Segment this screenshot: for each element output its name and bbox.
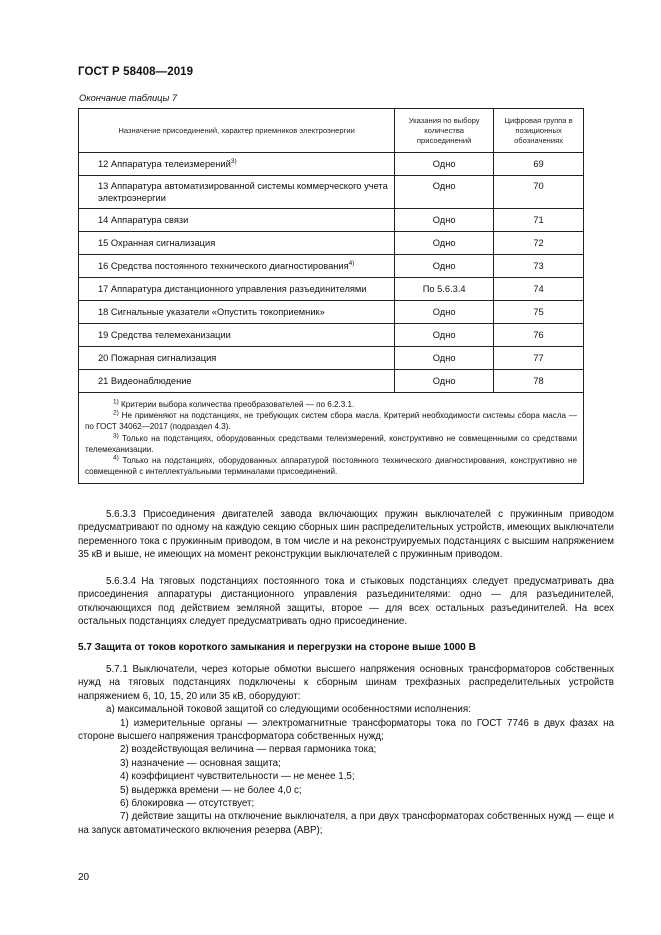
row-code: 69 — [494, 153, 584, 176]
table-header-row — [79, 109, 584, 153]
row-count: Одно — [395, 209, 494, 232]
row-code: 71 — [494, 209, 584, 232]
row-count: Одно — [395, 301, 494, 324]
table-row — [79, 370, 584, 393]
table-footnotes — [79, 393, 584, 484]
table-row — [79, 278, 584, 301]
footnote: $^{1)}$ Критерии выбора количества преобразователей — по 6.2.3.1. — [113, 398, 355, 409]
document-code: ГОСТ Р 58408—2019 — [78, 66, 194, 78]
row-code: 76 — [494, 324, 584, 347]
page-number: 20 — [78, 872, 90, 883]
list-item: 4) коэффициент чувствительности — не менее 1,5; — [120, 771, 355, 783]
footnote-ref: 3) — [230, 157, 237, 165]
list-item: 6) блокировка — отсутствует; — [120, 798, 255, 810]
footnote-ref: 4) — [348, 259, 355, 267]
paragraph: 5.7.1 Выключатели, через которые обмотки высшего напряжения основных трансформаторов собственных нужд на тяговых подстанциях подключены к сборным шинам трехфазных распределительных устройств напряжением 6, 10, 15, 20 или 35 кВ, оборудуют: — [78, 664, 614, 702]
row-count: Одно — [395, 176, 494, 209]
row-count: Одно — [395, 347, 494, 370]
row-name: 21 Видеонаблюдение — [79, 370, 395, 393]
table-notes-row — [79, 393, 584, 484]
list-item: 2) воздействующая величина — первая гармоника тока; — [120, 744, 377, 756]
row-code: 70 — [494, 176, 584, 209]
footnote: $^{2)}$ Не применяют на подстанциях, не требующих систем сбора масла. Критерий необходимости системы сбора масла — по ГОСТ 34062—2017 (подраздел 4.3). — [85, 409, 577, 432]
row-code: 74 — [494, 278, 584, 301]
row-count: Одно — [395, 153, 494, 176]
list-item: 3) назначение — основная защита; — [120, 757, 281, 769]
table-row — [79, 347, 584, 370]
row-count: Одно — [395, 232, 494, 255]
row-name: 17 Аппаратура дистанционного управления разъединителями — [79, 278, 395, 301]
row-name: 20 Пожарная сигнализация — [79, 347, 395, 370]
row-name: 15 Охранная сигнализация — [79, 232, 395, 255]
row-code: 75 — [494, 301, 584, 324]
table-row — [79, 209, 584, 232]
header-code: Цифровая группа в позиционных обозначениях — [494, 109, 584, 153]
table-row — [79, 153, 584, 176]
row-name: 16 Средства постоянного технического диагностирования$^{4)}$ — [79, 255, 395, 278]
row-name: 19 Средства телемеханизации — [79, 324, 395, 347]
row-name: 18 Сигнальные указатели «Опустить токоприемник» — [79, 301, 395, 324]
row-code: 73 — [494, 255, 584, 278]
header-count: Указания по выбору количества присоединений — [395, 109, 494, 153]
table-row — [79, 176, 584, 209]
row-count: По 5.6.3.4 — [395, 278, 494, 301]
table-caption: Окончание таблицы 7 — [79, 93, 178, 103]
row-name: 12 Аппаратура телеизмерений$^{3)}$ — [79, 153, 395, 176]
table-row — [79, 324, 584, 347]
table-row — [79, 255, 584, 278]
clause-5-6-3-4 — [78, 575, 614, 629]
list-item: 7) действие защиты на отключение выключателя, а при двух трансформаторах собственных нужд — еще и на запуск автоматического включения резерва (АВР); — [78, 811, 614, 836]
row-count: Одно — [395, 370, 494, 393]
row-name: 14 Аппаратура связи — [79, 209, 395, 232]
header-purpose: Назначение присоединений, характер приемников электроэнергии — [79, 109, 395, 153]
clause-5-6-3-3 — [78, 508, 614, 562]
row-name: 13 Аппаратура автоматизированной системы коммерческого учета электроэнергии — [79, 176, 395, 209]
footnote: $^{4)}$ Только на подстанциях, оборудованных аппаратурой постоянного технического диагностирования, конструктивно не совмещенной с интеллектуальными терминалами присоединений. — [85, 454, 577, 477]
list-item: 1) измерительные органы — электромагнитные трансформаторы тока по ГОСТ 7746 в двух фазах на стороне высшего напряжения трансформатора собственных нужд; — [78, 717, 614, 743]
footnote: $^{3)}$ Только на подстанциях, оборудованных средствами телеизмерений, конструктивно не совмещенными со средствами телемеханизации. — [85, 431, 577, 454]
row-count: Одно — [395, 255, 494, 278]
paragraph: 5.6.3.4 На тяговых подстанциях постоянного тока и стыковых подстанциях следует предусматривать два присоединения аппаратуры дистанционного управления разъединителями: одно — для разъединителей, отключающихся под действием земляной защиты, второе — для всех остальных разъединителей. На всех остальных подстанциях следует предусматривать одно присоединение. — [78, 576, 614, 628]
clause-5-7-1 — [78, 663, 614, 837]
row-code: 78 — [494, 370, 584, 393]
table-row — [79, 232, 584, 255]
list-item: 5) выдержка времени — не более 4,0 с; — [120, 784, 302, 796]
paragraph: 5.6.3.3 Присоединения двигателей завода включающих пружин выключателей с пружинным приводом предусматривают по одному на каждую секцию сборных шин распределительных устройств, имеющих выключатели переменного тока с пружинным приводом, в том числе и на реконструируемых подстанциях с высшим напряжением 35 кВ и выше, не имеющих на момент реконструкции выключателей с пружинным приводом. — [78, 509, 614, 561]
row-count: Одно — [395, 324, 494, 347]
list-item: а) максимальной токовой защитой со следующими особенностями исполнения: — [106, 704, 471, 716]
table-row — [79, 301, 584, 324]
row-code: 72 — [494, 232, 584, 255]
section-heading: 5.7 Защита от токов короткого замыкания и перегрузки на стороне выше 1000 В — [78, 642, 476, 653]
row-code: 77 — [494, 347, 584, 370]
connections-table — [78, 108, 584, 484]
